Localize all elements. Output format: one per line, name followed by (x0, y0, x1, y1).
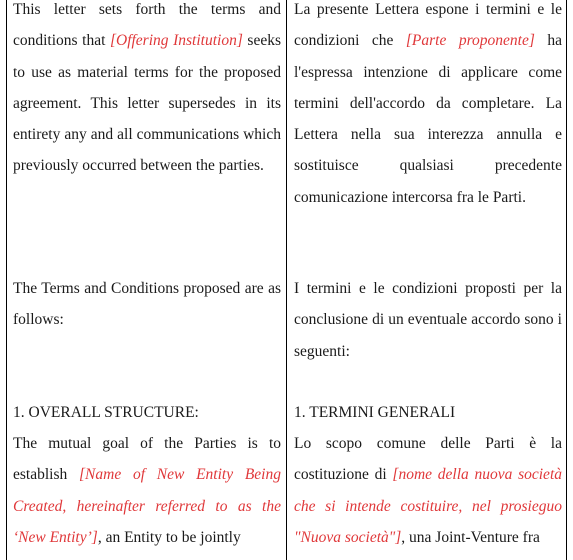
new-entity-placeholder: [Name of New Entity Being Created, hereinafter referred to as the ‘New Entity’] (13, 466, 281, 546)
table-column-divider (286, 0, 287, 560)
table-border-left (6, 0, 7, 560)
nuova-societa-placeholder: [nome della nuova società che si intende costituire, nel prosieguo "Nuova società"] (294, 466, 562, 546)
english-section-heading: 1. OVERALL STRUCTURE: (13, 404, 199, 421)
italian-structure-paragraph: Lo scopo comune delle Parti è la costituzione di [nome della nuova società che si intende costituire, nel prosieguo "Nuova società"], una Joint-Venture fra (294, 435, 562, 546)
italian-intro-paragraph: La presente Lettera espone i termini e le condizioni che [Parte proponente] ha l'espressa intenzione di applicare come termini dell'accordo da completare. La Lettera nella sua interezza annulla e sostituisce qualsiasi precedente comunicazione intercorsa fra le Parti. (294, 1, 562, 206)
table-border-right (566, 0, 567, 560)
parte-proponente-placeholder: [Parte proponente] (405, 32, 535, 50)
offering-institution-placeholder: [Offering Institution] (109, 32, 243, 50)
italian-terms-paragraph: I termini e le condizioni proposti per la conclusione di un eventuale accordo sono i seguenti: (294, 280, 562, 360)
english-intro-paragraph: This letter sets forth the terms and conditions that [Offering Institution] seeks to use as material terms for the proposed agreement. This letter supersedes in its entirety any and all communications which previously occurred between the parties. (13, 1, 281, 175)
italian-section-heading: 1. TERMINI GENERALI (294, 404, 456, 421)
english-structure-paragraph: The mutual goal of the Parties is to establish [Name of New Entity Being Created, hereinafter referred to as the ‘New Entity’], an Entity to be jointly (13, 435, 281, 546)
english-terms-paragraph: The Terms and Conditions proposed are as follows: (13, 280, 281, 329)
